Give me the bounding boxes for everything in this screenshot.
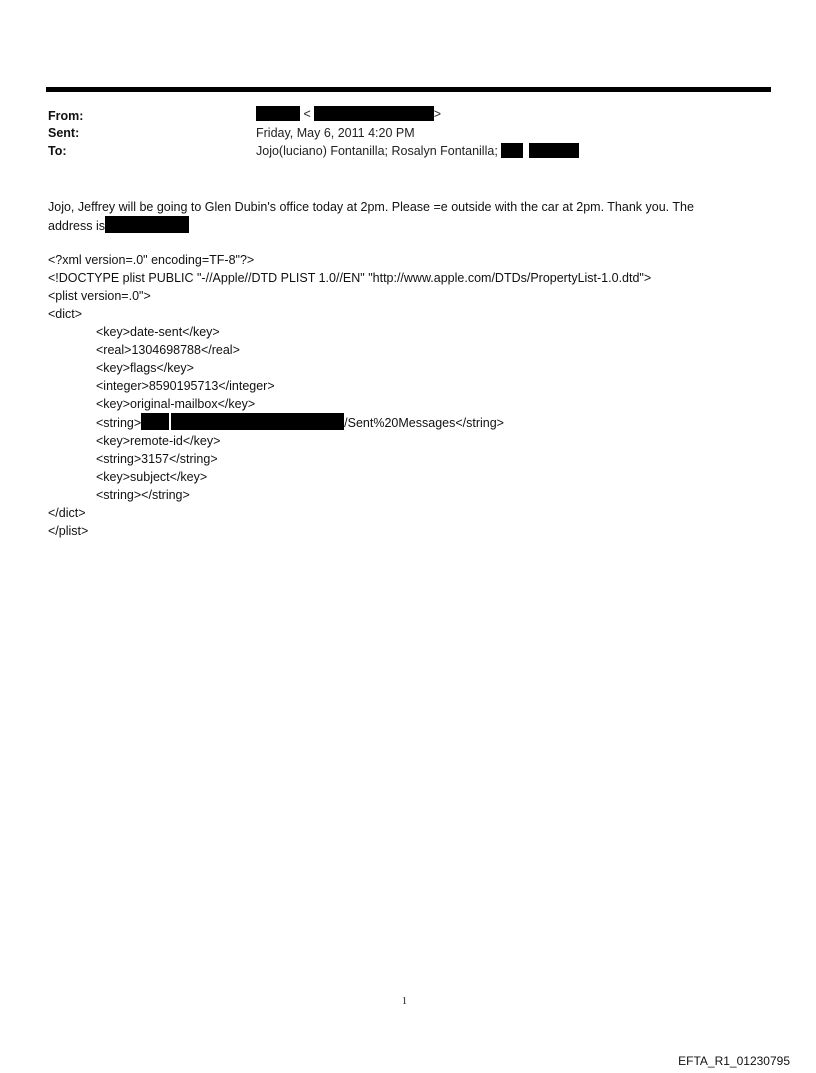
value-date-sent: <real>1304698788</real> <box>96 343 240 357</box>
redaction-block <box>314 106 434 121</box>
redaction-block <box>105 216 189 233</box>
from-label: From: <box>48 109 84 123</box>
value-flags: <integer>8590195713</integer> <box>96 379 275 393</box>
from-value <box>256 106 441 123</box>
message-address-label: address is <box>48 219 105 233</box>
key-original-mailbox: <key>original-mailbox</key> <box>96 397 256 411</box>
value-subject: <string></string> <box>96 488 190 502</box>
xml-declaration: <?xml version=.0" encoding=TF-8"?> <box>48 253 255 267</box>
message-line-1: Jojo, Jeffrey will be going to Glen Dubin's office today at 2pm. Please =e outside with the car at 2pm. Thank you. The <box>48 200 694 214</box>
plist-block <box>48 251 651 540</box>
string-open: <string> <box>96 416 142 430</box>
redaction-block <box>256 106 300 121</box>
to-recipients: Jojo(luciano) Fontanilla; Rosalyn Fontanilla; <box>256 144 498 158</box>
to-value <box>256 143 579 160</box>
key-date-sent: <key>date-sent</key> <box>96 325 220 339</box>
dict-close: </dict> <box>48 506 86 520</box>
plist-close: </plist> <box>48 524 89 538</box>
string-close: /Sent%20Messages</string> <box>344 416 504 430</box>
redaction-block <box>171 413 344 430</box>
sent-value: Friday, May 6, 2011 4:20 PM <box>256 126 415 140</box>
from-gt: > <box>433 107 442 121</box>
doctype-line: <!DOCTYPE plist PUBLIC "-//Apple//DTD PLIST 1.0//EN" "http://www.apple.com/DTDs/PropertyList-1.0.dtd"> <box>48 271 652 285</box>
page-number: 1 <box>402 996 407 1007</box>
redaction-block <box>529 143 579 158</box>
key-remote-id: <key>remote-id</key> <box>96 434 221 448</box>
message-line-2 <box>48 216 189 235</box>
sent-label: Sent: <box>48 126 80 140</box>
value-original-mailbox <box>48 413 651 432</box>
redaction-block <box>141 413 169 430</box>
from-lt: < <box>303 107 311 121</box>
to-label: To: <box>48 144 67 158</box>
plist-open: <plist version=.0"> <box>48 289 151 303</box>
key-subject: <key>subject</key> <box>96 470 208 484</box>
document-id: EFTA_R1_01230795 <box>678 1054 790 1068</box>
key-flags: <key>flags</key> <box>96 361 194 375</box>
header-rule <box>46 87 771 92</box>
dict-open: <dict> <box>48 307 83 321</box>
redaction-block <box>501 143 523 158</box>
value-remote-id: <string>3157</string> <box>96 452 218 466</box>
